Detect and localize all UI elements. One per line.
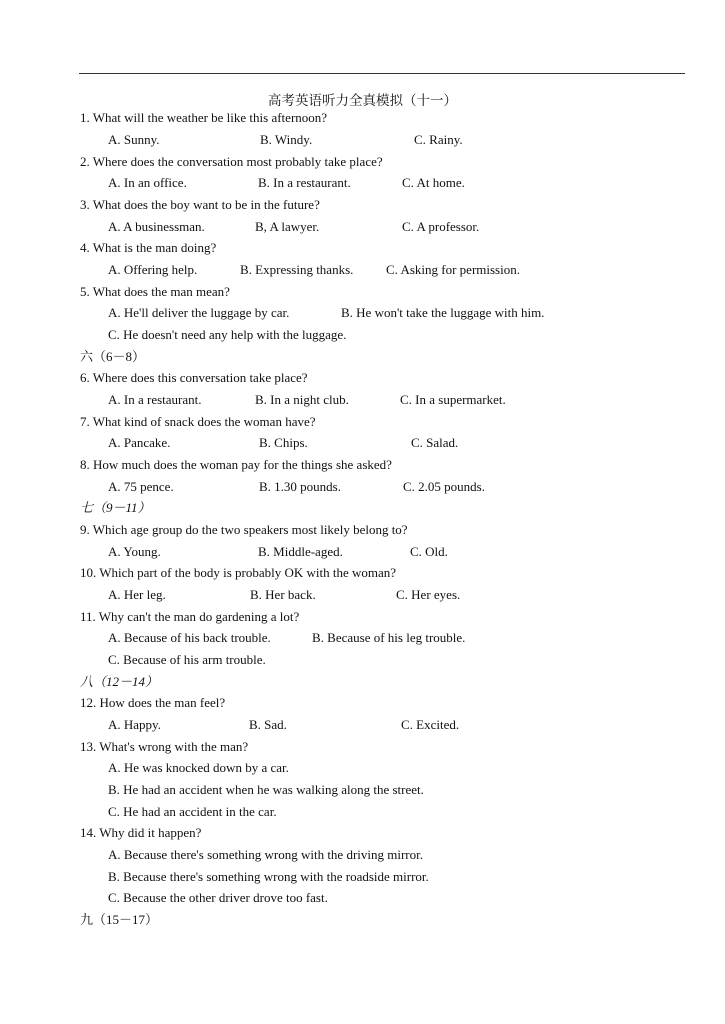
question-8-option-b: B. 1.30 pounds. <box>259 479 341 494</box>
question-4-option-c: C. Asking for permission. <box>386 262 520 277</box>
question-3-option-c: C. A professor. <box>402 219 480 234</box>
question-13-option-b: B. He had an accident when he was walking along the street. <box>108 782 424 797</box>
question-2-option-a: A. In an office. <box>108 175 187 190</box>
question-12-stem: 12. How does the man feel? <box>80 695 226 710</box>
question-9-option-a: A. Young. <box>108 544 161 559</box>
question-12-option-c: C. Excited. <box>401 717 460 732</box>
question-7-option-b: B. Chips. <box>259 435 308 450</box>
question-1-option-c: C. Rainy. <box>414 132 463 147</box>
question-3-option-b: B, A lawyer. <box>255 219 320 234</box>
question-11-option-c: C. Because of his arm trouble. <box>108 652 266 667</box>
question-9-option-c: C. Old. <box>410 544 448 559</box>
section-heading-9: 九（15－17） <box>80 912 159 927</box>
question-4-stem: 4. What is the man doing? <box>80 240 217 255</box>
section-heading-7: 七（9－11） <box>80 500 151 515</box>
question-7-option-c: C. Salad. <box>411 435 459 450</box>
question-10-option-a: A. Her leg. <box>108 587 166 602</box>
section-heading-8: 八（12－14） <box>80 674 159 689</box>
question-10-option-c: C. Her eyes. <box>396 587 461 602</box>
question-5-option-a: A. He'll deliver the luggage by car. <box>108 305 290 320</box>
question-2-option-b: B. In a restaurant. <box>258 175 351 190</box>
question-2-option-c: C. At home. <box>402 175 465 190</box>
question-9-stem: 9. Which age group do the two speakers most likely belong to? <box>80 522 408 537</box>
question-8-stem: 8. How much does the woman pay for the things she asked? <box>80 457 392 472</box>
page-title: 高考英语听力全真模拟（十一） <box>268 93 457 108</box>
question-5-option-b: B. He won't take the luggage with him. <box>341 305 545 320</box>
question-3-stem: 3. What does the boy want to be in the future? <box>80 197 320 212</box>
question-5-option-c: C. He doesn't need any help with the luggage. <box>108 327 347 342</box>
question-12-option-b: B. Sad. <box>249 717 287 732</box>
question-14-stem: 14. Why did it happen? <box>80 825 202 840</box>
question-11-option-b: B. Because of his leg trouble. <box>312 630 466 645</box>
header-rule <box>79 73 685 74</box>
question-6-stem: 6. Where does this conversation take place? <box>80 370 308 385</box>
question-14-option-b: B. Because there's something wrong with the roadside mirror. <box>108 869 429 884</box>
question-11-option-a: A. Because of his back trouble. <box>108 630 271 645</box>
question-1-option-b: B. Windy. <box>260 132 313 147</box>
question-7-stem: 7. What kind of snack does the woman have? <box>80 414 316 429</box>
question-10-option-b: B. Her back. <box>250 587 316 602</box>
question-4-option-a: A. Offering help. <box>108 262 198 277</box>
question-10-stem: 10. Which part of the body is probably OK with the woman? <box>80 565 397 580</box>
question-4-option-b: B. Expressing thanks. <box>240 262 354 277</box>
section-heading-6: 六（6－8） <box>80 349 146 364</box>
question-8-option-c: C. 2.05 pounds. <box>403 479 485 494</box>
question-8-option-a: A. 75 pence. <box>108 479 174 494</box>
question-5-stem: 5. What does the man mean? <box>80 284 230 299</box>
question-6-option-b: B. In a night club. <box>255 392 349 407</box>
question-12-option-a: A. Happy. <box>108 717 161 732</box>
question-9-option-b: B. Middle-aged. <box>258 544 343 559</box>
question-14-option-a: A. Because there's something wrong with the driving mirror. <box>108 847 424 862</box>
question-2-stem: 2. Where does the conversation most probably take place? <box>80 154 383 169</box>
question-1-stem: 1. What will the weather be like this afternoon? <box>80 110 328 125</box>
question-13-option-c: C. He had an accident in the car. <box>108 804 277 819</box>
question-6-option-c: C. In a supermarket. <box>400 392 506 407</box>
question-7-option-a: A. Pancake. <box>108 435 171 450</box>
question-6-option-a: A. In a restaurant. <box>108 392 202 407</box>
question-13-option-a: A. He was knocked down by a car. <box>108 760 289 775</box>
question-13-stem: 13. What's wrong with the man? <box>80 739 249 754</box>
question-3-option-a: A. A businessman. <box>108 219 205 234</box>
question-14-option-c: C. Because the other driver drove too fast. <box>108 890 328 905</box>
question-1-option-a: A. Sunny. <box>108 132 160 147</box>
question-11-stem: 11. Why can't the man do gardening a lot? <box>80 609 300 624</box>
